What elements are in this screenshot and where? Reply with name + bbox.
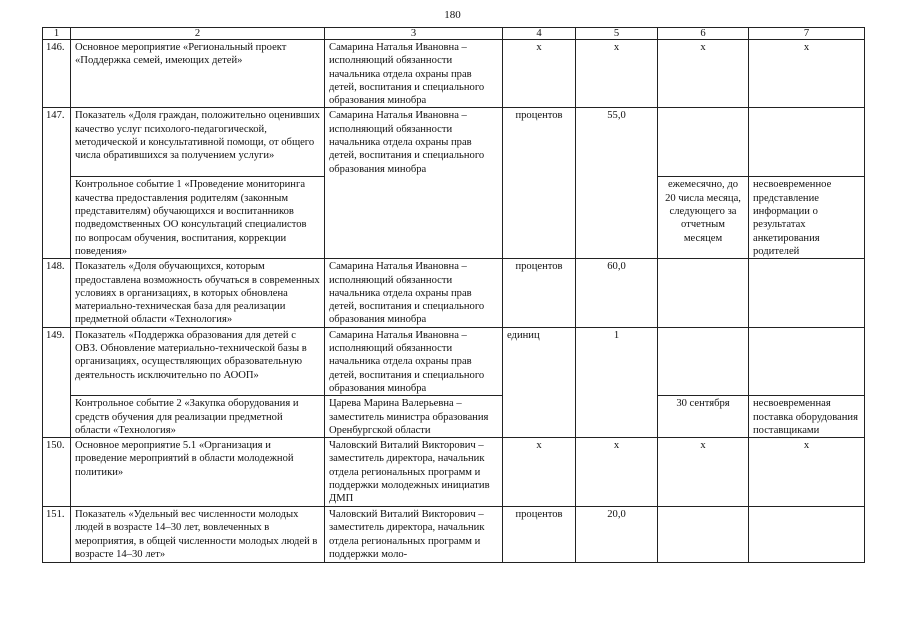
row-name: Основное мероприятие «Региональный проект «Поддержка семей, имеющих детей»	[71, 40, 325, 108]
row-unit: х	[503, 438, 576, 507]
table-row-151	[43, 507, 865, 563]
control-event-risk: несвоевременное представление информации о результатах анкетирования родителей	[749, 177, 865, 259]
row-unit: процентов	[503, 507, 576, 563]
row-value: х	[576, 438, 658, 507]
row-value: х	[576, 40, 658, 108]
control-event-deadline: ежемесячно, до 20 числа месяца, следующего за отчетным месяцем	[658, 177, 749, 259]
table-row-147	[43, 108, 865, 177]
header-col-4: 4	[503, 28, 576, 40]
row-deadline	[658, 108, 749, 177]
row-deadline	[658, 507, 749, 563]
header-col-1: 1	[43, 28, 71, 40]
table-row-148	[43, 259, 865, 327]
row-value: 1	[576, 327, 658, 437]
table-row-149-event	[43, 396, 865, 438]
row-risk: х	[749, 438, 865, 507]
row-name: Показатель «Удельный вес численности молодых людей в возрасте 14–30 лет, вовлеченных в мероприятия, в общей численности молодых людей в возрасте 14–30 лет»	[71, 507, 325, 563]
header-col-2: 2	[71, 28, 325, 40]
row-value: 20,0	[576, 507, 658, 563]
row-unit: процентов	[503, 108, 576, 259]
row-number: 149.	[43, 327, 71, 437]
row-risk	[749, 108, 865, 177]
row-responsible: Самарина Наталья Ивановна – исполняющий обязанности начальника отдела охраны прав детей, воспитания и специального образования минобра	[325, 259, 503, 327]
table-row-149	[43, 327, 865, 395]
page-number: 180	[444, 9, 461, 21]
row-deadline	[658, 259, 749, 327]
row-unit: процентов	[503, 259, 576, 327]
control-event-deadline: 30 сентября	[658, 396, 749, 438]
plan-table	[42, 27, 865, 563]
header-col-7: 7	[749, 28, 865, 40]
table-row-150	[43, 438, 865, 507]
control-event-name: Контрольное событие 2 «Закупка оборудования и средств обучения для реализации предметной области «Технология»	[71, 396, 325, 438]
row-responsible: Самарина Наталья Ивановна – исполняющий обязанности начальника отдела охраны прав детей, воспитания и специального образования минобра	[325, 108, 503, 259]
control-event-risk: несвоевременная поставка оборудования поставщиками	[749, 396, 865, 438]
row-responsible: Самарина Наталья Ивановна – исполняющий обязанности начальника отдела охраны прав детей, воспитания и специального образования минобра	[325, 327, 503, 395]
row-number: 146.	[43, 40, 71, 108]
row-deadline	[658, 327, 749, 395]
row-risk	[749, 507, 865, 563]
control-event-responsible: Царева Марина Валерьевна – заместитель министра образования Оренбургской области	[325, 396, 503, 438]
row-risk: х	[749, 40, 865, 108]
row-deadline: х	[658, 40, 749, 108]
row-name: Показатель «Доля обучающихся, которым предоставлена возможность обучаться в современных условиях в организациях, в которых обновлена материально-техническая база для реализации предметной области «Технология»	[71, 259, 325, 327]
header-col-6: 6	[658, 28, 749, 40]
row-number: 150.	[43, 438, 71, 507]
row-risk	[749, 327, 865, 395]
row-responsible: Чаловский Виталий Викторович – заместитель директора, начальник отдела региональных программ и поддержки молодежных инициатив ДМП	[325, 438, 503, 507]
row-name: Показатель «Поддержка образования для детей с ОВЗ. Обновление материально-технической базы в организациях, осуществляющих образовательную деятельность исключительно по АООП»	[71, 327, 325, 395]
table-row-146	[43, 40, 865, 108]
header-col-3: 3	[325, 28, 503, 40]
row-deadline: х	[658, 438, 749, 507]
header-row	[43, 28, 865, 40]
row-number: 147.	[43, 108, 71, 259]
row-value: 60,0	[576, 259, 658, 327]
row-responsible: Чаловский Виталий Викторович – заместитель директора, начальник отдела региональных программ и поддержки моло-	[325, 507, 503, 563]
row-responsible: Самарина Наталья Ивановна – исполняющий обязанности начальника отдела охраны прав детей, воспитания и специального образования минобра	[325, 40, 503, 108]
row-number: 151.	[43, 507, 71, 563]
row-unit: единиц	[503, 327, 576, 437]
row-number: 148.	[43, 259, 71, 327]
control-event-name: Контрольное событие 1 «Проведение мониторинга качества предоставления родителям (законным представителям) обучающихся и воспитанников подведомственных ОО консультаций специалистов по вопросам обучения, воспитания, коррекции поведения»	[71, 177, 325, 259]
row-name: Основное мероприятие 5.1 «Организация и проведение мероприятий в области молодежной политики»	[71, 438, 325, 507]
row-name: Показатель «Доля граждан, положительно оценивших качество услуг психолого-педагогической, методической и консультативной помощи, от общего числа обратившихся за получением услуги»	[71, 108, 325, 177]
row-risk	[749, 259, 865, 327]
row-value: 55,0	[576, 108, 658, 259]
row-unit: х	[503, 40, 576, 108]
header-col-5: 5	[576, 28, 658, 40]
